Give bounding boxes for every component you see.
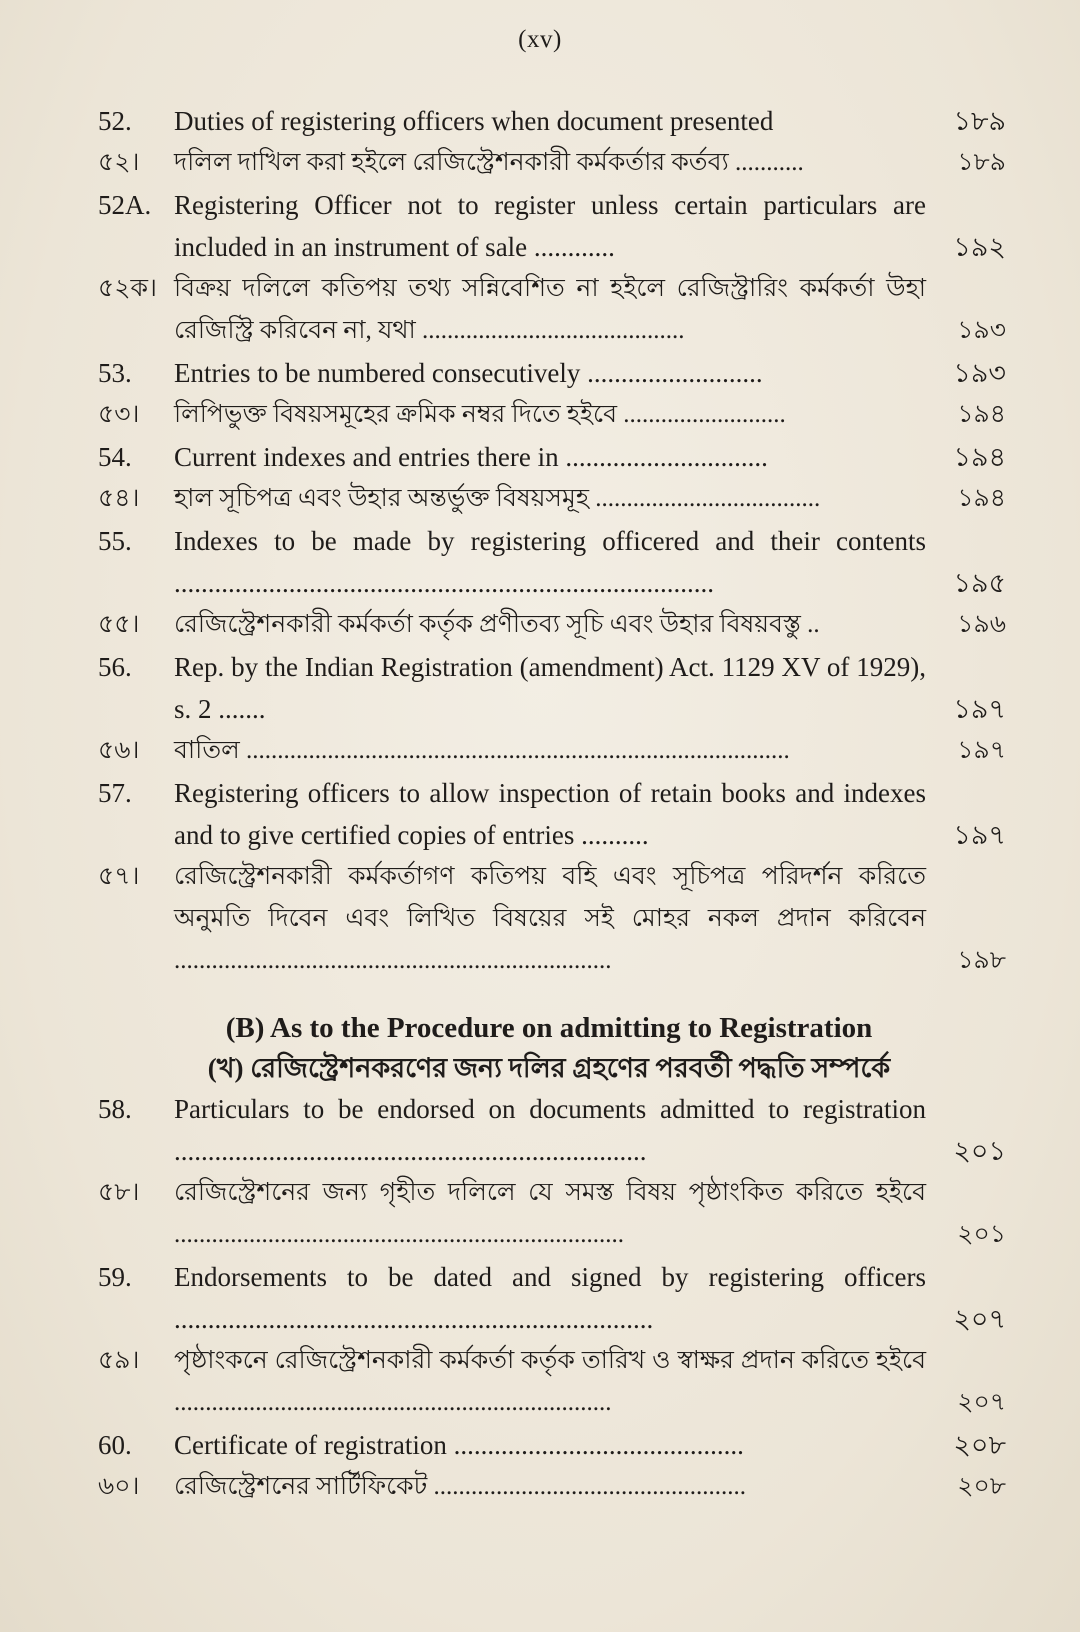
toc-entry-number: 59.: [98, 1262, 132, 1292]
toc-entry-title: Registering Officer not to register unless certain particulars are included in an instrument of sale ............: [174, 190, 926, 262]
toc-entry: [98, 1340, 1006, 1424]
toc-entry-number: ৫৯।: [98, 1347, 140, 1374]
toc-entry-page-number: ২০১: [953, 1136, 1006, 1166]
toc-entry-title: Duties of registering officers when document presented: [174, 106, 774, 136]
toc-entry-number: ৫৭।: [98, 863, 140, 890]
toc-entry: [98, 1424, 1006, 1466]
toc-entry-page-number: ১৯৬: [957, 611, 1006, 638]
toc-entry: [98, 1256, 1006, 1340]
table-of-contents: [98, 100, 1006, 1508]
toc-entry-title: দলিল দাখিল করা হইলে রেজিস্ট্রেশনকারী কর্মকর্তার কর্তব্য ...........: [174, 149, 804, 176]
toc-entry-title: পৃষ্ঠাংকনে রেজিস্ট্রেশনকারী কর্মকর্তা কর্তৃক তারিখ ও স্বাক্ষর প্রদান করিতে হইবে ......................................................................: [174, 1347, 926, 1416]
toc-entry-number: 55.: [98, 526, 132, 556]
toc-entry-number: ৬০।: [98, 1473, 140, 1500]
toc-entry-page-number: ২০৭: [953, 1304, 1006, 1334]
toc-entry: [98, 394, 1006, 436]
toc-entry-title: বাতিল .......................................................................................: [174, 737, 790, 764]
toc-entry-number: ৫২ক।: [98, 275, 157, 302]
toc-entry-title: Particulars to be endorsed on documents admitted to registration ......................................................................: [174, 1094, 926, 1166]
toc-entry-page-number: ২০১: [957, 1221, 1006, 1248]
toc-entry-page-number: ১৯৫: [953, 568, 1006, 598]
toc-entry: [98, 478, 1006, 520]
toc-entry-number: 53.: [98, 358, 132, 388]
toc-entry: [98, 730, 1006, 772]
toc-entry-page-number: ১৯৪: [953, 442, 1006, 472]
toc-entry-title: রেজিস্ট্রেশনকারী কর্মকর্তা কর্তৃক প্রণীতব্য সূচি এবং উহার বিষয়বস্তু ..: [174, 611, 820, 638]
toc-entry-title: হাল সূচিপত্র এবং উহার অন্তর্ভুক্ত বিষয়সমূহ ....................................: [174, 485, 821, 512]
toc-entry: [98, 184, 1006, 268]
toc-entry: [98, 268, 1006, 352]
section-b-heading-en: (B) As to the Procedure on admitting to Registration: [225, 1012, 873, 1044]
toc-entry-page-number: ১৯৭: [953, 694, 1006, 724]
toc-entry-number: ৫৩।: [98, 401, 140, 428]
toc-entry-number: ৫৫।: [98, 611, 140, 638]
toc-entry-number: ৫৬।: [98, 737, 140, 764]
toc-entry-page-number: ২০৮: [957, 1473, 1006, 1500]
toc-entry: [98, 856, 1006, 982]
toc-entry-page-number: ২০৮: [953, 1430, 1006, 1460]
toc-entry-title: Rep. by the Indian Registration (amendment) Act. 1129 XV of 1929), s. 2 .......: [174, 652, 926, 724]
toc-entry-page-number: ১৯৩: [953, 358, 1006, 388]
toc-entry: [98, 1088, 1006, 1172]
toc-entry-page-number: ১৯৩: [957, 317, 1006, 344]
toc-entry-number: ৫৪।: [98, 485, 140, 512]
toc-entry-title: লিপিভুক্ত বিষয়সমূহের ক্রমিক নম্বর দিতে হইবে ..........................: [174, 401, 786, 428]
toc-entry-page-number: ১৯৮: [957, 947, 1006, 974]
toc-entry-number: 57.: [98, 778, 132, 808]
toc-entry: [98, 142, 1006, 184]
toc-entry-title: রেজিস্ট্রেশনের সার্টিফিকেট ..................................................: [174, 1473, 747, 1500]
toc-entry-title: Endorsements to be dated and signed by registering officers .......................................................................: [174, 1262, 926, 1334]
toc-entry: [98, 1466, 1006, 1508]
toc-entry-number: 52.: [98, 106, 132, 136]
toc-entry-number: 60.: [98, 1430, 132, 1460]
toc-entry-title: Entries to be numbered consecutively ..........................: [174, 358, 763, 388]
toc-entry-page-number: ১৯৪: [957, 401, 1006, 428]
toc-entry: [98, 520, 1006, 604]
toc-entry-title: Indexes to be made by registering officered and their contents ................................................................................: [174, 526, 926, 598]
toc-entry-page-number: ১৯৪: [957, 485, 1006, 512]
section-b-heading-bn: (খ) রেজিস্ট্রেশনকরণের জন্য দলির গ্রহণের পরবর্তী পদ্ধতি সম্পর্কে: [207, 1053, 891, 1083]
toc-entry-number: 52A.: [98, 190, 152, 220]
toc-entry-title: রেজিস্ট্রেশনের জন্য গৃহীত দলিলে যে সমস্ত বিষয় পৃষ্ঠাংকিত করিতে হইবে ........................................................................: [174, 1179, 926, 1248]
toc-entry: [98, 100, 1006, 142]
toc-entry-number: ৫২।: [98, 149, 140, 176]
toc-entry: [98, 436, 1006, 478]
toc-list-section-a: [98, 100, 1006, 982]
toc-entry-title: রেজিস্ট্রেশনকারী কর্মকর্তাগণ কতিপয় বহি এবং সূচিপত্র পরিদর্শন করিতে অনুমতি দিবেন এবং লিখিত বিষয়ের সই মোহর নকল প্রদান করিবেন ......................................................................: [174, 863, 926, 974]
toc-entry-title: Current indexes and entries there in ..............................: [174, 442, 768, 472]
toc-entry-page-number: ১৯৭: [957, 737, 1006, 764]
toc-entry-number: 54.: [98, 442, 132, 472]
toc-entry-page-number: ২০৭: [957, 1389, 1006, 1416]
toc-entry-title: বিক্রয় দলিলে কতিপয় তথ্য সন্নিবেশিত না হইলে রেজিস্ট্রারিং কর্মকর্তা উহা রেজিস্ট্রি করিবেন না, যথা ..........................................: [174, 275, 926, 344]
toc-list-section-b: [98, 1088, 1006, 1508]
toc-entry-title: Registering officers to allow inspection of retain books and indexes and to give certified copies of entries ..........: [174, 778, 926, 850]
toc-entry: [98, 604, 1006, 646]
toc-entry-page-number: ১৯৭: [953, 820, 1006, 850]
toc-entry-number: ৫৮।: [98, 1179, 140, 1206]
toc-entry-number: 56.: [98, 652, 132, 682]
toc-entry-number: 58.: [98, 1094, 132, 1124]
toc-entry-page-number: ১৯২: [953, 232, 1006, 262]
toc-entry: [98, 1172, 1006, 1256]
section-gap: [98, 982, 1006, 1008]
toc-entry-page-number: ১৮৯: [953, 106, 1006, 136]
toc-entry-title: Certificate of registration ...........................................: [174, 1430, 744, 1460]
toc-entry: [98, 352, 1006, 394]
toc-entry: [98, 772, 1006, 856]
toc-entry: [98, 646, 1006, 730]
page-header: (xv): [518, 26, 562, 53]
toc-entry-page-number: ১৮৯: [957, 149, 1006, 176]
